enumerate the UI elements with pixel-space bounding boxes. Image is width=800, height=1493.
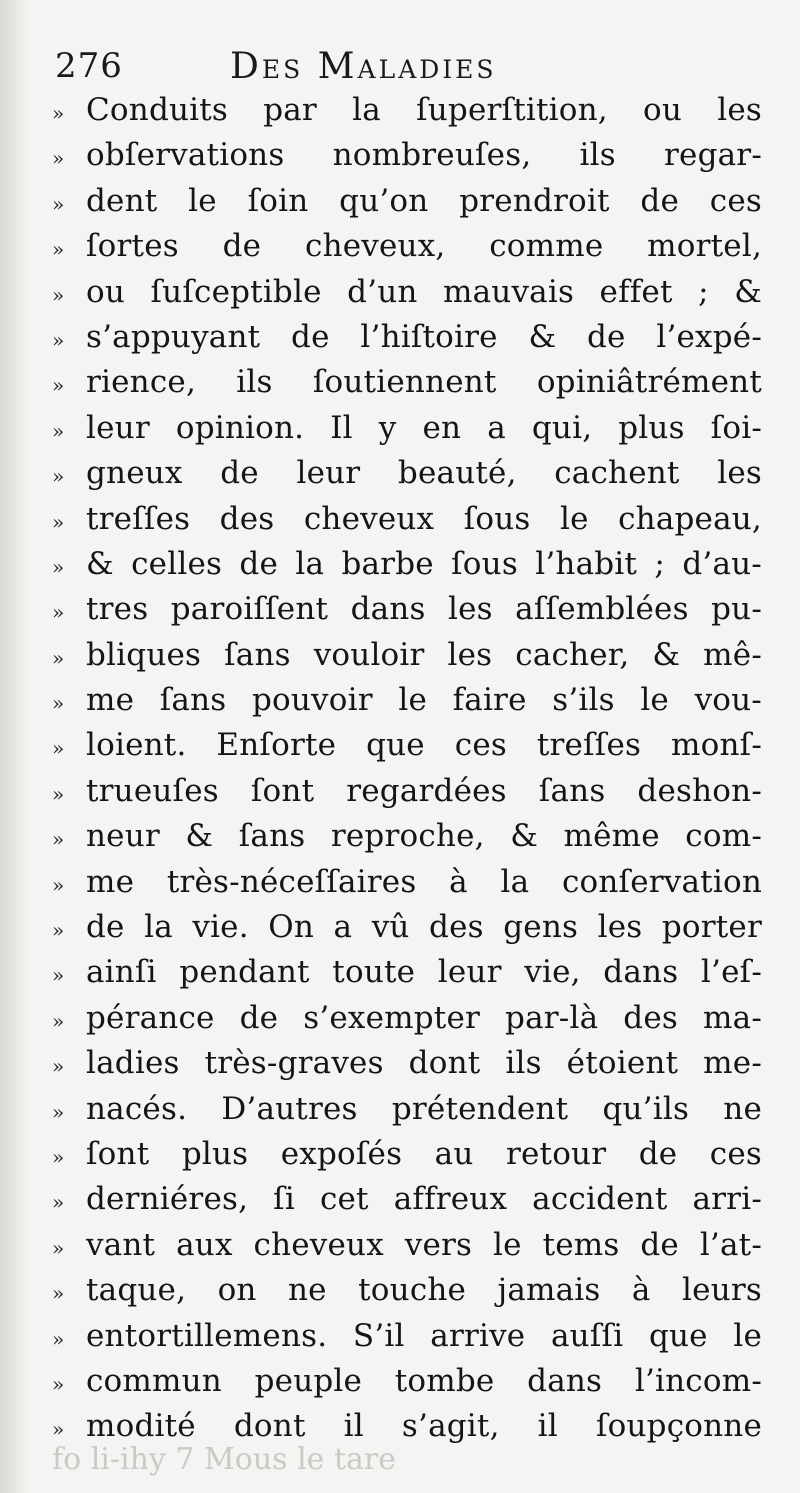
quotation-mark: » [52, 781, 65, 806]
line-text: tres paroiſſent dans les aſſemblées pu- [86, 591, 762, 628]
quotation-mark: » [52, 1417, 65, 1442]
text-line [52, 228, 762, 273]
text-line [52, 1181, 762, 1226]
quotation-mark: » [52, 1099, 65, 1124]
text-line [52, 137, 762, 182]
text-line [52, 727, 762, 772]
text-line [52, 818, 762, 863]
text-line [52, 455, 762, 500]
text-line [52, 1000, 762, 1045]
text-line [52, 864, 762, 909]
line-text: leur opinion. Il y en a qui, plus ſoi- [86, 409, 762, 446]
quotation-mark: » [52, 282, 65, 307]
body-text [52, 92, 762, 1454]
quotation-mark: » [52, 509, 65, 534]
line-text: taque, on ne touche jamais à leurs [86, 1272, 762, 1309]
quotation-mark: » [52, 1054, 65, 1079]
text-line [52, 682, 762, 727]
text-line [52, 637, 762, 682]
text-line [52, 1136, 762, 1181]
quotation-mark: » [52, 872, 65, 897]
line-text: de la vie. On a vû des gens les porter [86, 909, 762, 946]
quotation-mark: » [52, 191, 65, 216]
line-text: vant aux cheveux vers le tems de l’at- [86, 1226, 762, 1263]
text-line [52, 1091, 762, 1136]
text-line [52, 364, 762, 409]
line-text: ainſi pendant toute leur vie, dans l’eſ- [86, 954, 762, 991]
text-line [52, 319, 762, 364]
text-line [52, 410, 762, 455]
page-header [55, 44, 755, 94]
quotation-mark: » [52, 1190, 65, 1215]
quotation-mark: » [52, 101, 65, 125]
line-text: me très-néceſſaires à la conſervation [86, 863, 762, 900]
line-text: entortillemens. S’il arrive auſſi que le [86, 1317, 762, 1354]
line-text: Conduits par la ſuperſtition, ou les [86, 92, 762, 128]
text-line [52, 591, 762, 636]
quotation-mark: » [52, 554, 65, 579]
text-line [52, 1045, 762, 1090]
quotation-mark: » [52, 918, 65, 943]
line-text: bliques ſans vouloir les cacher, & mê- [86, 636, 762, 673]
line-text: & celles de la barbe ſous l’habit ; d’au- [86, 545, 762, 582]
quotation-mark: » [52, 1326, 65, 1351]
text-line [52, 546, 762, 591]
line-text: treſſes des cheveux ſous le chapeau, [86, 500, 762, 537]
line-text: derniéres, ſi cet affreux accident arri- [86, 1181, 762, 1218]
line-text: pérance de s’exempter par-là des ma- [86, 999, 762, 1036]
quotation-mark: » [52, 1371, 65, 1396]
text-line [52, 274, 762, 319]
bleed-through-text: fo li-ihy 7 Mous le tare [52, 1442, 397, 1477]
text-line [52, 92, 762, 137]
text-line [52, 183, 762, 228]
quotation-mark: » [52, 736, 65, 761]
text-line [52, 954, 762, 999]
gutter-shadow [0, 0, 30, 1493]
text-line [52, 773, 762, 818]
quotation-mark: » [52, 963, 65, 988]
line-text: loient. Enſorte que ces treſſes monſ- [86, 727, 762, 764]
quotation-mark: » [52, 418, 65, 443]
running-head: Des Maladies [230, 46, 497, 87]
quotation-mark: » [52, 373, 65, 398]
line-text: neur & ſans reproche, & même com- [86, 818, 762, 855]
text-line [52, 1272, 762, 1317]
line-text: ſont plus expoſés au retour de ces [86, 1135, 762, 1172]
quotation-mark: » [52, 464, 65, 489]
quotation-mark: » [52, 1281, 65, 1306]
line-text: ou ſuſceptible d’un mauvais effet ; & [86, 273, 762, 310]
quotation-mark: » [52, 146, 65, 171]
quotation-mark: » [52, 327, 65, 352]
line-text: commun peuple tombe dans l’incom- [86, 1362, 762, 1399]
line-text: modité dont il s’agit, il ſoupçonne [86, 1408, 762, 1445]
quotation-mark: » [52, 691, 65, 716]
line-text: s’appuyant de l’hiſtoire & de l’expé- [86, 318, 762, 355]
line-text: nacés. D’autres prétendent qu’ils ne [86, 1090, 762, 1127]
quotation-mark: » [52, 1008, 65, 1033]
quotation-mark: » [52, 237, 65, 262]
line-text: trueuſes ſont regardées ſans deshon- [86, 772, 762, 809]
line-text: dent le ſoin qu’on prendroit de ces [86, 182, 762, 219]
line-text: gneux de leur beauté, cachent les [86, 455, 762, 492]
line-text: rience, ils ſoutiennent opiniâtrément [86, 364, 762, 401]
text-line [52, 501, 762, 546]
page-number: 276 [55, 46, 123, 86]
line-text: ſortes de cheveux, comme mortel, [86, 228, 762, 265]
text-line [52, 1227, 762, 1272]
quotation-mark: » [52, 645, 65, 670]
text-line [52, 1363, 762, 1408]
line-text: obſervations nombreuſes, ils regar- [86, 137, 762, 174]
line-text: me ſans pouvoir le faire s’ils le vou- [86, 682, 762, 719]
quotation-mark: » [52, 1235, 65, 1260]
quotation-mark: » [52, 827, 65, 852]
line-text: ladies très-graves dont ils étoient me- [86, 1045, 762, 1082]
quotation-mark: » [52, 600, 65, 625]
text-line [52, 909, 762, 954]
text-line [52, 1318, 762, 1363]
quotation-mark: » [52, 1144, 65, 1169]
